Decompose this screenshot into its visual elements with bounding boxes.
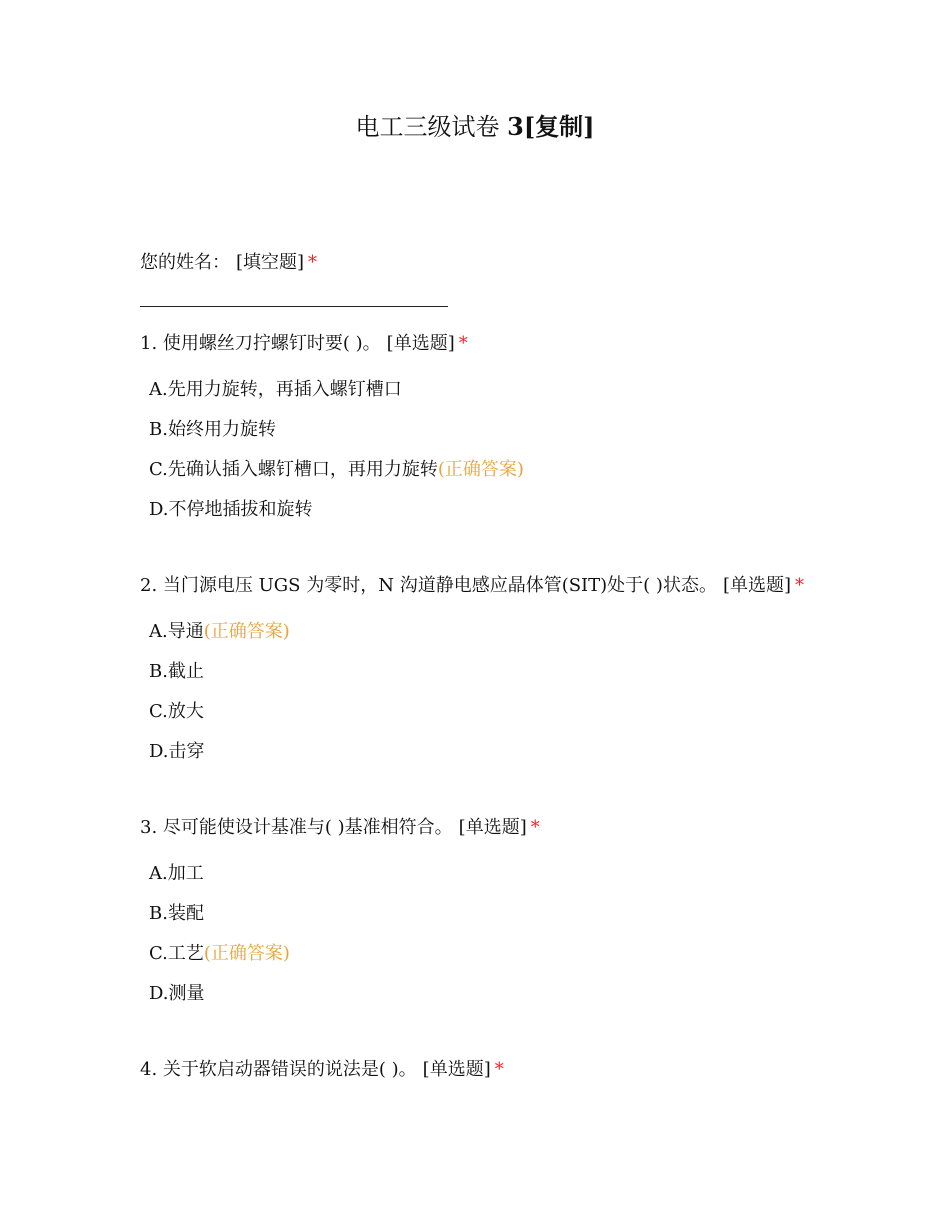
question-2: [140, 574, 804, 598]
option-text: A.加工: [149, 863, 204, 884]
option-3d: [149, 982, 205, 1006]
name-question: [140, 251, 317, 275]
title-prefix: 电工三级试卷: [355, 113, 508, 141]
option-text: C.先确认插入螺钉槽口，再用力旋转: [149, 459, 438, 480]
question-type: [单选题]: [422, 1059, 491, 1080]
option-1b: [149, 418, 276, 442]
name-label: 您的姓名：: [140, 252, 230, 273]
name-answer-line: [140, 306, 448, 307]
question-4: [140, 1058, 504, 1082]
title-number: 3: [507, 112, 524, 141]
option-text: C.放大: [149, 701, 204, 722]
question-type: [单选题]: [458, 817, 527, 838]
required-mark: *: [458, 333, 468, 354]
option-text: B.装配: [149, 903, 204, 924]
option-1d: [149, 498, 313, 522]
question-type: [单选题]: [386, 333, 455, 354]
option-3b: [149, 902, 204, 926]
option-text: B.始终用力旋转: [149, 419, 276, 440]
option-text: A.导通: [149, 621, 204, 642]
option-text: D.击穿: [149, 741, 205, 762]
option-3a: [149, 862, 204, 886]
option-text: B.截止: [149, 661, 204, 682]
required-mark: *: [308, 252, 318, 273]
option-2c: [149, 700, 204, 724]
option-text: D.测量: [149, 983, 205, 1004]
question-3: [140, 816, 540, 840]
correct-answer-tag: (正确答案): [437, 459, 524, 480]
required-mark: *: [494, 1059, 504, 1080]
question-type: [填空题]: [236, 252, 305, 273]
required-mark: *: [795, 575, 804, 596]
question-text: 2. 当门源电压 UGS 为零时，N 沟道静电感应晶体管(SIT)处于( )状态。: [140, 575, 717, 596]
option-text: A.先用力旋转，再插入螺钉槽口: [149, 379, 402, 400]
option-3c: [149, 942, 290, 966]
option-2d: [149, 740, 205, 764]
question-type: [单选题]: [722, 575, 791, 596]
option-2a: [149, 620, 290, 644]
question-text: 1. 使用螺丝刀拧螺钉时要( )。: [140, 333, 381, 354]
option-2b: [149, 660, 204, 684]
question-text: 3. 尽可能使设计基准与( )基准相符合。: [140, 817, 453, 838]
required-mark: *: [530, 817, 540, 838]
title-suffix: [复制]: [523, 112, 595, 141]
correct-answer-tag: (正确答案): [203, 943, 290, 964]
correct-answer-tag: (正确答案): [203, 621, 290, 642]
page-title: [0, 110, 950, 144]
option-text: D.不停地插拔和旋转: [149, 499, 313, 520]
option-text: C.工艺: [149, 943, 204, 964]
question-text: 4. 关于软启动器错误的说法是( )。: [140, 1059, 417, 1080]
option-1c: [149, 458, 524, 482]
question-1: [140, 332, 468, 356]
option-1a: [149, 378, 402, 402]
